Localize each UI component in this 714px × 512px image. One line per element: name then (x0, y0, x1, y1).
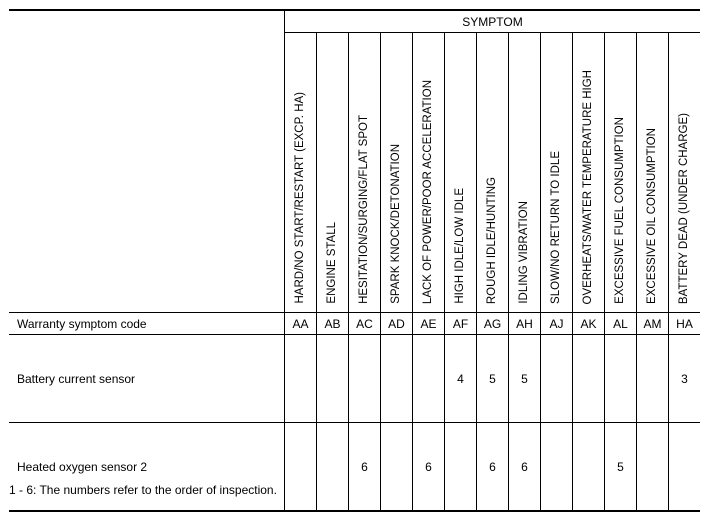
inspection-order-cell: 6 (509, 423, 541, 512)
inspection-order-cell (317, 423, 349, 512)
symptom-column-header: HESITATION/SURGING/FLAT SPOT (349, 33, 381, 313)
symptom-column-header: HARD/NO START/RESTART (EXCP. HA) (285, 33, 317, 313)
symptom-header: SYMPTOM (285, 10, 701, 33)
inspection-order-cell: 5 (605, 423, 637, 512)
symptom-column-header: EXCESSIVE FUEL CONSUMPTION (605, 33, 637, 313)
inspection-order-cell (573, 423, 605, 512)
header-title-row (9, 10, 700, 33)
symptom-column-header: HIGH IDLE/LOW IDLE (445, 33, 477, 313)
warranty-code-cell: AH (509, 313, 541, 335)
warranty-code-cell: AM (637, 313, 669, 335)
warranty-code-cell: AJ (541, 313, 573, 335)
warranty-code-cell: AE (413, 313, 445, 335)
inspection-order-cell (285, 423, 317, 512)
inspection-order-cell: 5 (509, 335, 541, 423)
symptom-column-header: BATTERY DEAD (UNDER CHARGE) (669, 33, 701, 313)
inspection-order-cell: 6 (477, 423, 509, 512)
symptom-column-header: EXCESSIVE OIL CONSUMPTION (637, 33, 669, 313)
part-name-cell: Heated oxygen sensor 2 (9, 423, 285, 512)
inspection-order-cell: 3 (669, 335, 701, 423)
warranty-code-cell: AC (349, 313, 381, 335)
warranty-code-cell: AF (445, 313, 477, 335)
symptom-column-header: ENGINE STALL (317, 33, 349, 313)
symptom-table (9, 9, 700, 512)
inspection-order-cell (637, 423, 669, 512)
inspection-order-cell (413, 335, 445, 423)
warranty-code-cell: AB (317, 313, 349, 335)
inspection-order-cell: 4 (445, 335, 477, 423)
warranty-code-cell: AL (605, 313, 637, 335)
inspection-order-cell (445, 423, 477, 512)
inspection-order-cell (381, 423, 413, 512)
warranty-code-cell: AD (381, 313, 413, 335)
inspection-order-cell (669, 423, 701, 512)
symptom-column-header: IDLING VIBRATION (509, 33, 541, 313)
warranty-code-cell: AK (573, 313, 605, 335)
inspection-order-cell (541, 335, 573, 423)
inspection-order-cell (541, 423, 573, 512)
inspection-order-cell (285, 335, 317, 423)
footnote: 1 - 6: The numbers refer to the order of inspection. (9, 483, 277, 497)
table-row (9, 335, 700, 423)
inspection-order-cell (317, 335, 349, 423)
symptom-column-header: OVERHEATS/WATER TEMPERATURE HIGH (573, 33, 605, 313)
inspection-order-cell (637, 335, 669, 423)
symptom-column-header: SLOW/NO RETURN TO IDLE (541, 33, 573, 313)
warranty-code-cell: AA (285, 313, 317, 335)
inspection-order-cell: 5 (477, 335, 509, 423)
warranty-code-cell: HA (669, 313, 701, 335)
inspection-order-cell: 6 (349, 423, 381, 512)
inspection-order-cell (349, 335, 381, 423)
warranty-code-cell: AG (477, 313, 509, 335)
warranty-code-row (9, 313, 700, 335)
symptom-column-header: ROUGH IDLE/HUNTING (477, 33, 509, 313)
warranty-code-label: Warranty symptom code (9, 313, 285, 335)
inspection-order-cell (573, 335, 605, 423)
part-name-cell: Battery current sensor (9, 335, 285, 423)
symptom-column-header: SPARK KNOCK/DETONATION (381, 33, 413, 313)
inspection-order-cell: 6 (413, 423, 445, 512)
inspection-order-cell (381, 335, 413, 423)
inspection-order-cell (605, 335, 637, 423)
symptom-column-header: LACK OF POWER/POOR ACCELERATION (413, 33, 445, 313)
header-corner-cell (9, 10, 285, 313)
table-row (9, 423, 700, 512)
